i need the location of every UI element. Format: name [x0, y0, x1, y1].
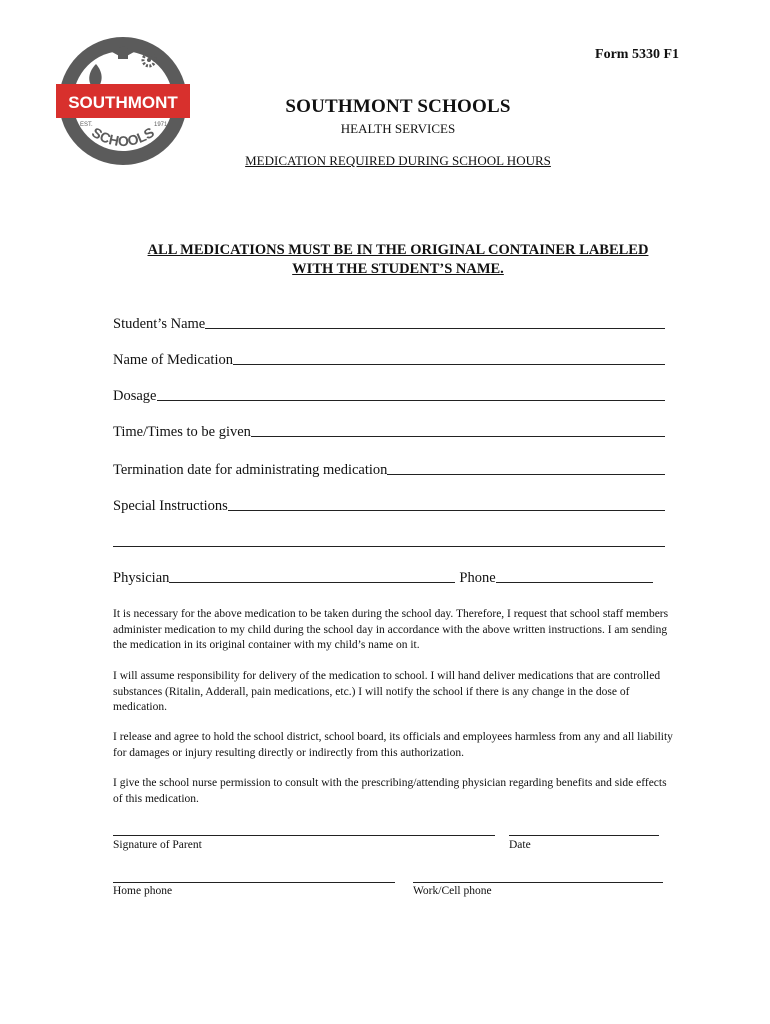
- dosage-label: Dosage: [113, 388, 157, 404]
- home-phone-line[interactable]: [113, 881, 395, 883]
- medication-name-label: Name of Medication: [113, 352, 233, 368]
- dosage-field[interactable]: [113, 385, 665, 405]
- notice-line-2: WITH THE STUDENT’S NAME.: [292, 261, 504, 277]
- date-label: Date: [509, 839, 531, 851]
- special-instructions-line[interactable]: [228, 509, 665, 511]
- document-title: SOUTHMONT SCHOOLS: [285, 96, 511, 117]
- medication-name-line[interactable]: [233, 363, 665, 365]
- logo-est: EST.: [80, 122, 93, 128]
- logo-year: 1971: [154, 122, 168, 128]
- special-instructions-field[interactable]: [113, 495, 665, 515]
- date-line[interactable]: [509, 834, 659, 836]
- student-name-line[interactable]: [205, 327, 665, 329]
- form-title: MEDICATION REQUIRED DURING SCHOOL HOURS: [245, 153, 551, 168]
- logo-sub: SCHOOLS: [89, 123, 157, 150]
- dosage-line[interactable]: [157, 399, 666, 401]
- parent-signature-line[interactable]: [113, 834, 495, 836]
- termination-label: Termination date for administrating medication: [113, 462, 388, 478]
- special-instructions-label: Special Instructions: [113, 498, 228, 514]
- times-label: Time/Times to be given: [113, 424, 251, 440]
- parent-signature-label: Signature of Parent: [113, 839, 202, 851]
- times-field[interactable]: [113, 421, 665, 441]
- termination-field[interactable]: [113, 459, 665, 479]
- work-phone-line[interactable]: [413, 881, 663, 883]
- special-instructions-extra-field[interactable]: [113, 531, 665, 551]
- phone-label: Phone: [459, 570, 496, 586]
- document-subtitle: HEALTH SERVICES: [340, 121, 456, 136]
- container-notice: [110, 241, 686, 279]
- paragraph-permission: I give the school nurse permission to consult with the prescribing/attending physician regarding benefits and side effects of this medication.: [113, 777, 667, 805]
- special-instructions-extra-line[interactable]: [113, 545, 665, 547]
- paragraph-responsibility: I will assume responsibility for delivery of the medication to school. I will hand deliver medications that are controlled substances (Ritalin, Adderall, pain medications, etc.) I will notify the school if there is any change in the dose of medication.: [113, 670, 661, 713]
- paragraph-request: It is necessary for the above medication to be taken during the school day. Therefore, I request that school staff members administer medication to my child during the school day in accordance with the above written instructions. I am sending the medication in its original container with my child’s name on it.: [113, 608, 669, 651]
- form-number: Form 5330 F1: [595, 47, 679, 62]
- student-name-label: Student’s Name: [113, 316, 206, 332]
- work-phone-label: Work/Cell phone: [413, 885, 492, 897]
- termination-line[interactable]: [387, 473, 665, 475]
- notice-line-1: ALL MEDICATIONS MUST BE IN THE ORIGINAL CONTAINER LABELED: [147, 242, 649, 258]
- physician-label: Physician: [113, 570, 170, 586]
- physician-field[interactable]: [113, 567, 653, 587]
- paragraph-release: I release and agree to hold the school district, school board, its officials and employees harmless from any and all liability for damages or injury resulting directly or indirectly from this authorization.: [113, 731, 673, 759]
- physician-line[interactable]: [169, 581, 455, 583]
- phone-line[interactable]: [496, 581, 653, 583]
- logo-name: SOUTHMONT: [68, 93, 178, 112]
- student-name-field[interactable]: [113, 313, 665, 333]
- medication-name-field[interactable]: [113, 349, 665, 369]
- times-line[interactable]: [251, 435, 665, 437]
- home-phone-label: Home phone: [113, 885, 173, 897]
